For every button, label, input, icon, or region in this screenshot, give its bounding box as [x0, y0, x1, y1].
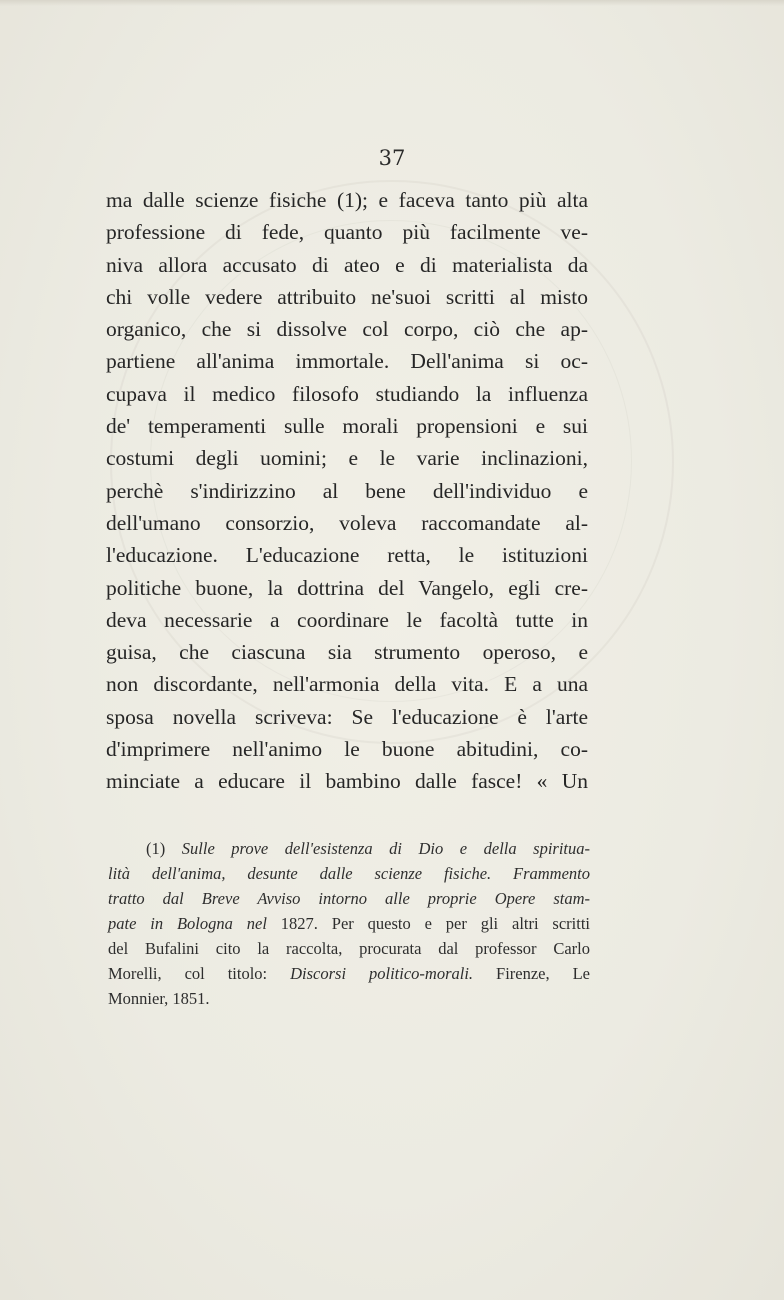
footnote-italic-title: pate in Bologna nel: [108, 914, 267, 933]
footnote-text: del Bufalini cito la raccolta, procurata dal professor Carlo: [108, 939, 590, 958]
footnote-italic-title: Discorsi politico-morali.: [290, 964, 474, 983]
body-line: politiche buone, la dottrina del Vangelo, egli cre-: [106, 575, 588, 600]
footnote-text: Monnier, 1851.: [108, 989, 210, 1008]
footnote-line: [108, 836, 590, 861]
footnote-line: [108, 936, 590, 961]
body-line: perchè s'indirizzino al bene dell'individuo e: [106, 478, 588, 503]
footnote-line: [108, 961, 590, 986]
footnote-marker: (1): [146, 839, 166, 858]
body-line: de' temperamenti sulle morali propensioni e sui: [106, 414, 588, 439]
footnote-text: Morelli, col titolo:: [108, 964, 268, 983]
body-line: l'educazione. L'educazione retta, le istituzioni: [106, 543, 588, 568]
body-line: guisa, che ciascuna sia strumento operoso, e: [106, 640, 588, 665]
body-line: dell'umano consorzio, voleva raccomandate al-: [106, 510, 588, 535]
body-line: organico, che si dissolve col corpo, ciò che ap-: [106, 317, 588, 342]
body-line: costumi degli uomini; e le varie inclinazioni,: [106, 446, 588, 471]
footnote-italic-title: Sulle prove dell'esistenza di Dio e della spiritua-: [181, 839, 590, 858]
body-line: non discordante, nell'armonia della vita. E a una: [106, 672, 588, 697]
footnote-text: Firenze, Le: [496, 964, 590, 983]
body-line: partiene all'anima immortale. Dell'anima si oc-: [106, 349, 588, 374]
body-line: d'imprimere nell'animo le buone abitudini, co-: [106, 737, 588, 762]
footnote-text: 1827. Per questo e per gli altri scritti: [280, 914, 591, 933]
body-line: cupava il medico filosofo studiando la influenza: [106, 381, 588, 406]
body-line: deva necessarie a coordinare le facoltà tutte in: [106, 607, 588, 632]
page-top-edge: [0, 0, 784, 6]
body-line: ma dalle scienze fisiche (1); e faceva tanto più alta: [106, 188, 588, 212]
footnote-line: [108, 886, 590, 911]
footnote-line: [108, 861, 590, 886]
footnote-italic-title: tratto dal Breve Avviso intorno alle proprie Opere stam-: [108, 889, 590, 908]
footnote: [108, 836, 590, 1011]
footnote-line: [108, 911, 590, 936]
body-line: minciate a educare il bambino dalle fasce! « Un: [106, 769, 588, 794]
footnote-italic-title: lità dell'anima, desunte dalle scienze fisiche. Frammento: [108, 864, 590, 883]
body-line: niva allora accusato di ateo e di materialista da: [106, 252, 588, 277]
body-line: professione di fede, quanto più facilmente ve-: [106, 220, 588, 245]
body-paragraph: [106, 184, 588, 798]
body-line: chi volle vedere attribuito ne'suoi scritti al misto: [106, 284, 588, 309]
footnote-line: [108, 986, 590, 1011]
page-number: 37: [378, 146, 406, 170]
body-line: sposa novella scriveva: Se l'educazione è l'arte: [106, 704, 588, 729]
